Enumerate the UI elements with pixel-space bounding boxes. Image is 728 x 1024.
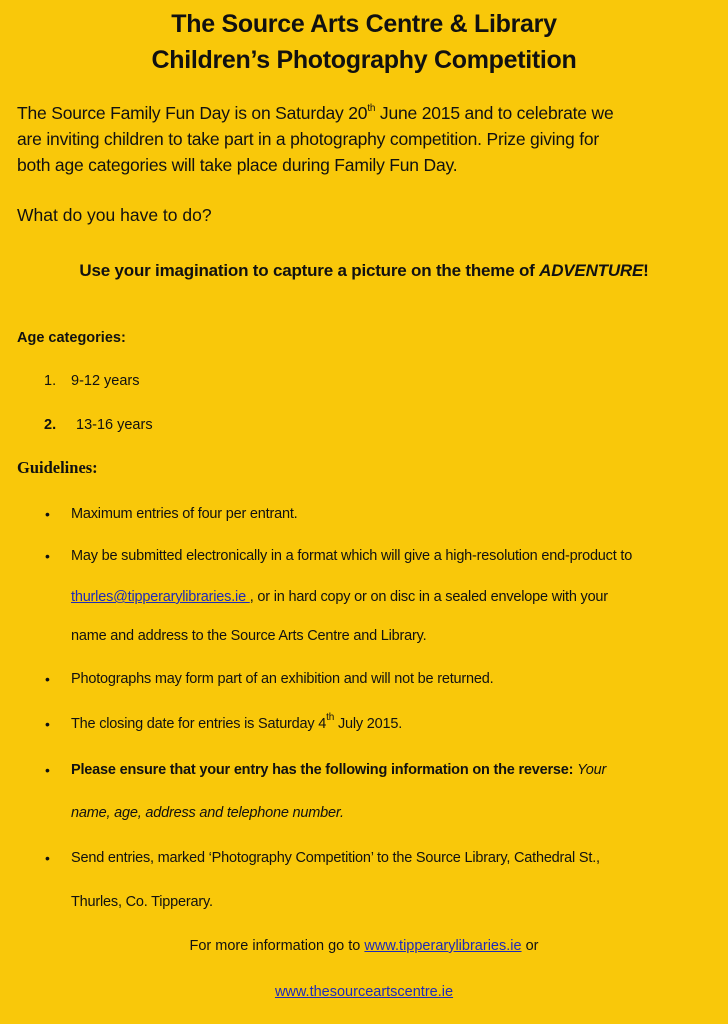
guideline-continuation: Thurles, Co. Tipperary. — [71, 894, 213, 910]
guideline-continuation — [71, 589, 608, 605]
guidelines-heading: Guidelines: — [17, 458, 98, 477]
list-number: 2. — [44, 417, 57, 433]
bullet-icon: • — [45, 506, 50, 522]
footer-info — [0, 938, 728, 954]
theme-statement — [0, 261, 728, 281]
intro-line-1 — [17, 100, 717, 126]
intro-text: The Source Family Fun Day is on Saturday 20 — [17, 103, 368, 123]
bullet-icon: • — [45, 671, 50, 687]
theme-text: Use your imagination to capture a picture on the theme of — [79, 261, 540, 280]
theme-exclamation: ! — [643, 261, 649, 280]
bullet-icon: • — [45, 850, 50, 866]
bullet-icon: • — [45, 548, 50, 564]
guideline-text — [71, 762, 606, 778]
footer-link-line — [0, 984, 728, 1000]
question-text: What do you have to do? — [17, 205, 212, 225]
footer-text: or — [521, 938, 539, 954]
ordinal-suffix: th — [367, 103, 376, 114]
closing-date-text: July 2015. — [334, 716, 403, 732]
title-line-1: The Source Arts Centre & Library — [171, 10, 557, 38]
intro-paragraph — [17, 100, 717, 178]
guideline-text — [71, 712, 403, 732]
closing-date-text: The closing date for entries is Saturday 4 — [71, 716, 327, 732]
source-arts-centre-link[interactable]: www.thesourceartscentre.ie — [274, 984, 454, 1000]
guideline-text: May be submitted electronically in a format which will give a high-resolution end-product to — [71, 548, 633, 564]
bullet-icon: • — [45, 762, 50, 778]
bullet-icon: • — [45, 716, 50, 732]
guideline-text: , or in hard copy or on disc in a sealed envelope with your — [249, 589, 608, 605]
intro-line-3: both age categories will take place during Family Fun Day. — [17, 155, 458, 175]
guideline-italic-text: Your — [577, 762, 607, 778]
guideline-continuation: name and address to the Source Arts Centre and Library. — [71, 628, 427, 644]
footer-text: For more information go to — [189, 938, 365, 954]
theme-keyword: ADVENTURE — [539, 261, 644, 280]
email-link[interactable]: thurles@tipperarylibraries.ie — [71, 589, 250, 605]
tipperary-libraries-link[interactable]: www.tipperarylibraries.ie — [364, 938, 522, 954]
age-category-label: 9-12 years — [71, 373, 140, 389]
age-categories-heading: Age categories: — [17, 330, 126, 346]
guideline-continuation: name, age, address and telephone number. — [71, 805, 344, 821]
guideline-bold-text: Please ensure that your entry has the following information on the reverse: — [71, 762, 578, 778]
guideline-text: Photographs may form part of an exhibition and will not be returned. — [71, 671, 494, 687]
intro-line-2: are inviting children to take part in a photography competition. Prize giving for — [17, 129, 600, 149]
title-line-2: Children’s Photography Competition — [151, 46, 577, 74]
ordinal-suffix: th — [326, 712, 335, 723]
guideline-text: Maximum entries of four per entrant. — [71, 506, 298, 522]
list-number: 1. — [44, 373, 57, 389]
guideline-text: Send entries, marked ‘Photography Competition’ to the Source Library, Cathedral St., — [71, 850, 600, 866]
intro-text: June 2015 and to celebrate we — [375, 103, 614, 123]
age-category-label: 13-16 years — [76, 417, 153, 433]
